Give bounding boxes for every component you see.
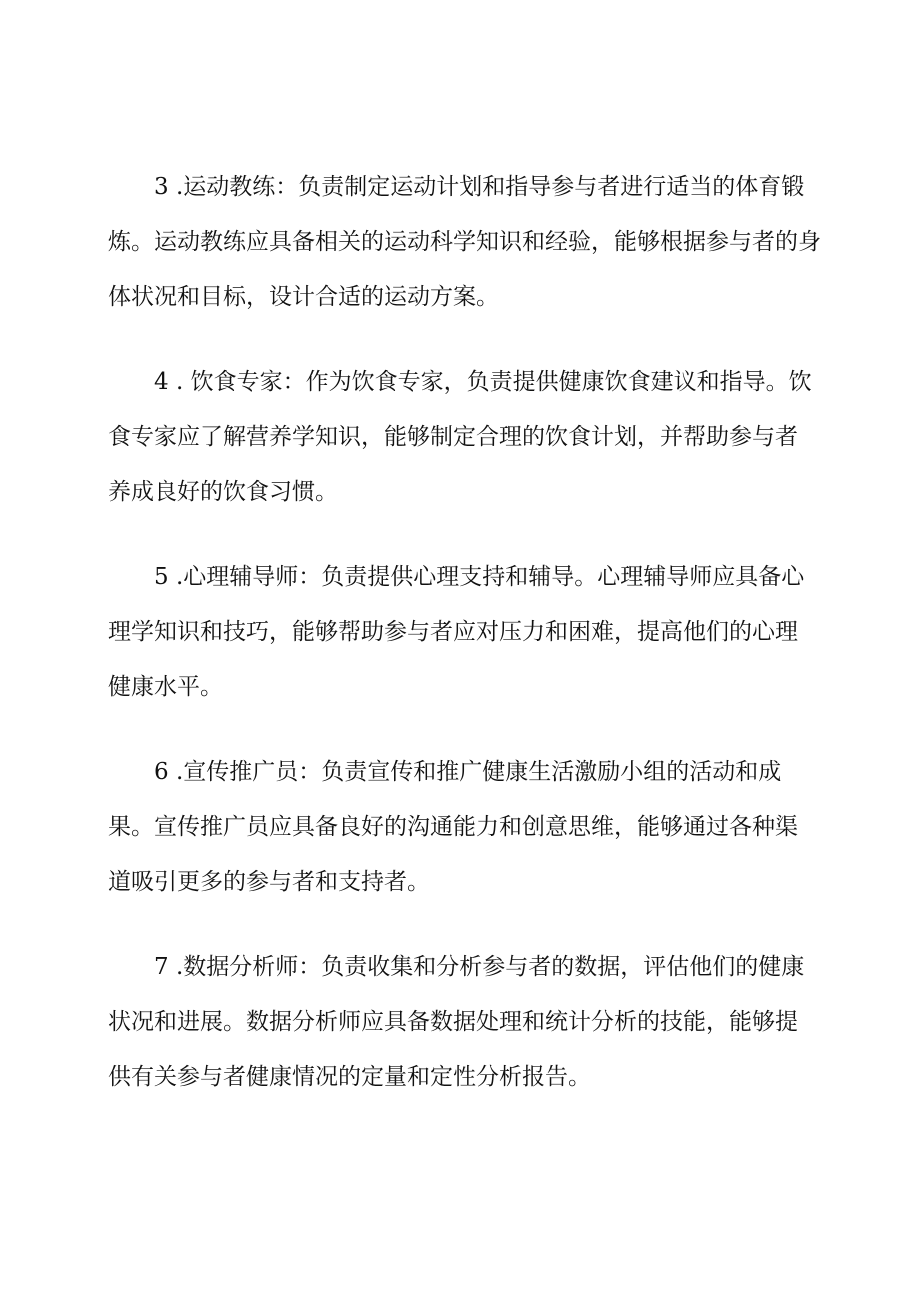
list-item-data-analyst xyxy=(108,940,813,1105)
list-item-promoter xyxy=(108,745,813,910)
paragraph-line: 状况和进展。数据分析师应具备数据处理和统计分析的技能，能够提 xyxy=(108,1009,798,1035)
paragraph-line: 3 .运动教练：负责制定运动计划和指导参与者进行适当的体育锻 xyxy=(154,174,805,200)
paragraph-line: 理学知识和技巧，能够帮助参与者应对压力和困难，提高他们的心理 xyxy=(108,619,798,645)
paragraph-line: 7 .数据分析师：负责收集和分析参与者的数据，评估他们的健康 xyxy=(154,954,805,980)
paragraph-line: 道吸引更多的参与者和支持者。 xyxy=(108,869,430,895)
paragraph-line: 5 .心理辅导师：负责提供心理支持和辅导。心理辅导师应具备心 xyxy=(154,564,805,590)
paragraph-line: 体状况和目标，设计合适的运动方案。 xyxy=(108,284,499,310)
paragraph-line: 养成良好的饮食习惯。 xyxy=(108,479,338,505)
list-item-sports-coach xyxy=(108,160,821,325)
paragraph-line: 食专家应了解营养学知识，能够制定合理的饮食计划，并帮助参与者 xyxy=(108,424,798,450)
list-item-counselor xyxy=(108,550,813,715)
paragraph-line: 炼。运动教练应具备相关的运动科学知识和经验，能够根据参与者的身 xyxy=(108,229,821,255)
paragraph-line: 4 . 饮食专家：作为饮食专家，负责提供健康饮食建议和指导。饮 xyxy=(154,369,812,395)
paragraph-line: 供有关参与者健康情况的定量和定性分析报告。 xyxy=(108,1064,591,1090)
list-item-diet-expert xyxy=(108,355,813,520)
paragraph-line: 果。宣传推广员应具备良好的沟通能力和创意思维，能够通过各种渠 xyxy=(108,814,798,840)
paragraph-line: 6 .宣传推广员：负责宣传和推广健康生活激励小组的活动和成 xyxy=(154,759,782,785)
paragraph-line: 健康水平。 xyxy=(108,674,223,700)
